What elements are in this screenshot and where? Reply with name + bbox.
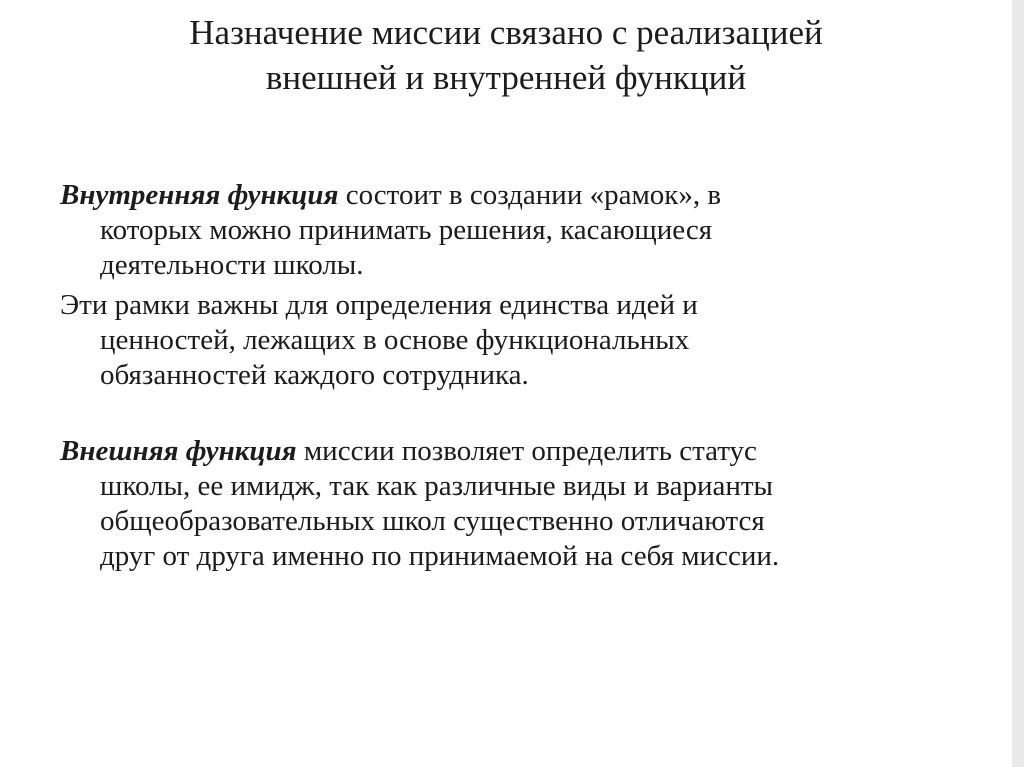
slide-body (60, 178, 820, 579)
paragraph-internal-function-text: состоит в создании «рамок», в которых можно принимать решения, касающиеся деятельности школы. (100, 179, 722, 281)
paragraph-frames-importance (60, 288, 820, 393)
slide-title-line-2: внешней и внутренней функций (265, 58, 747, 97)
term-external-function: Внешняя функция (60, 435, 297, 467)
paragraph-internal-function (60, 178, 820, 283)
paragraph-external-function (60, 434, 820, 574)
term-internal-function: Внутренняя функция (60, 179, 339, 211)
paragraph-external-function-text: миссии позволяет определить статус школы, ее имидж, так как различные виды и варианты общеобразовательных школ существенно отличаются друг от друга именно по принимаемой на себя миссии. (100, 435, 780, 572)
background-strip (1012, 0, 1024, 767)
paragraph-frames-importance-text: Эти рамки важны для определения единства идей и ценностей, лежащих в основе функциональных обязанностей каждого сотрудника. (60, 289, 698, 391)
slide-title-line-1: Назначение миссии связано с реализацией (189, 13, 823, 52)
slide-title (0, 10, 1012, 100)
